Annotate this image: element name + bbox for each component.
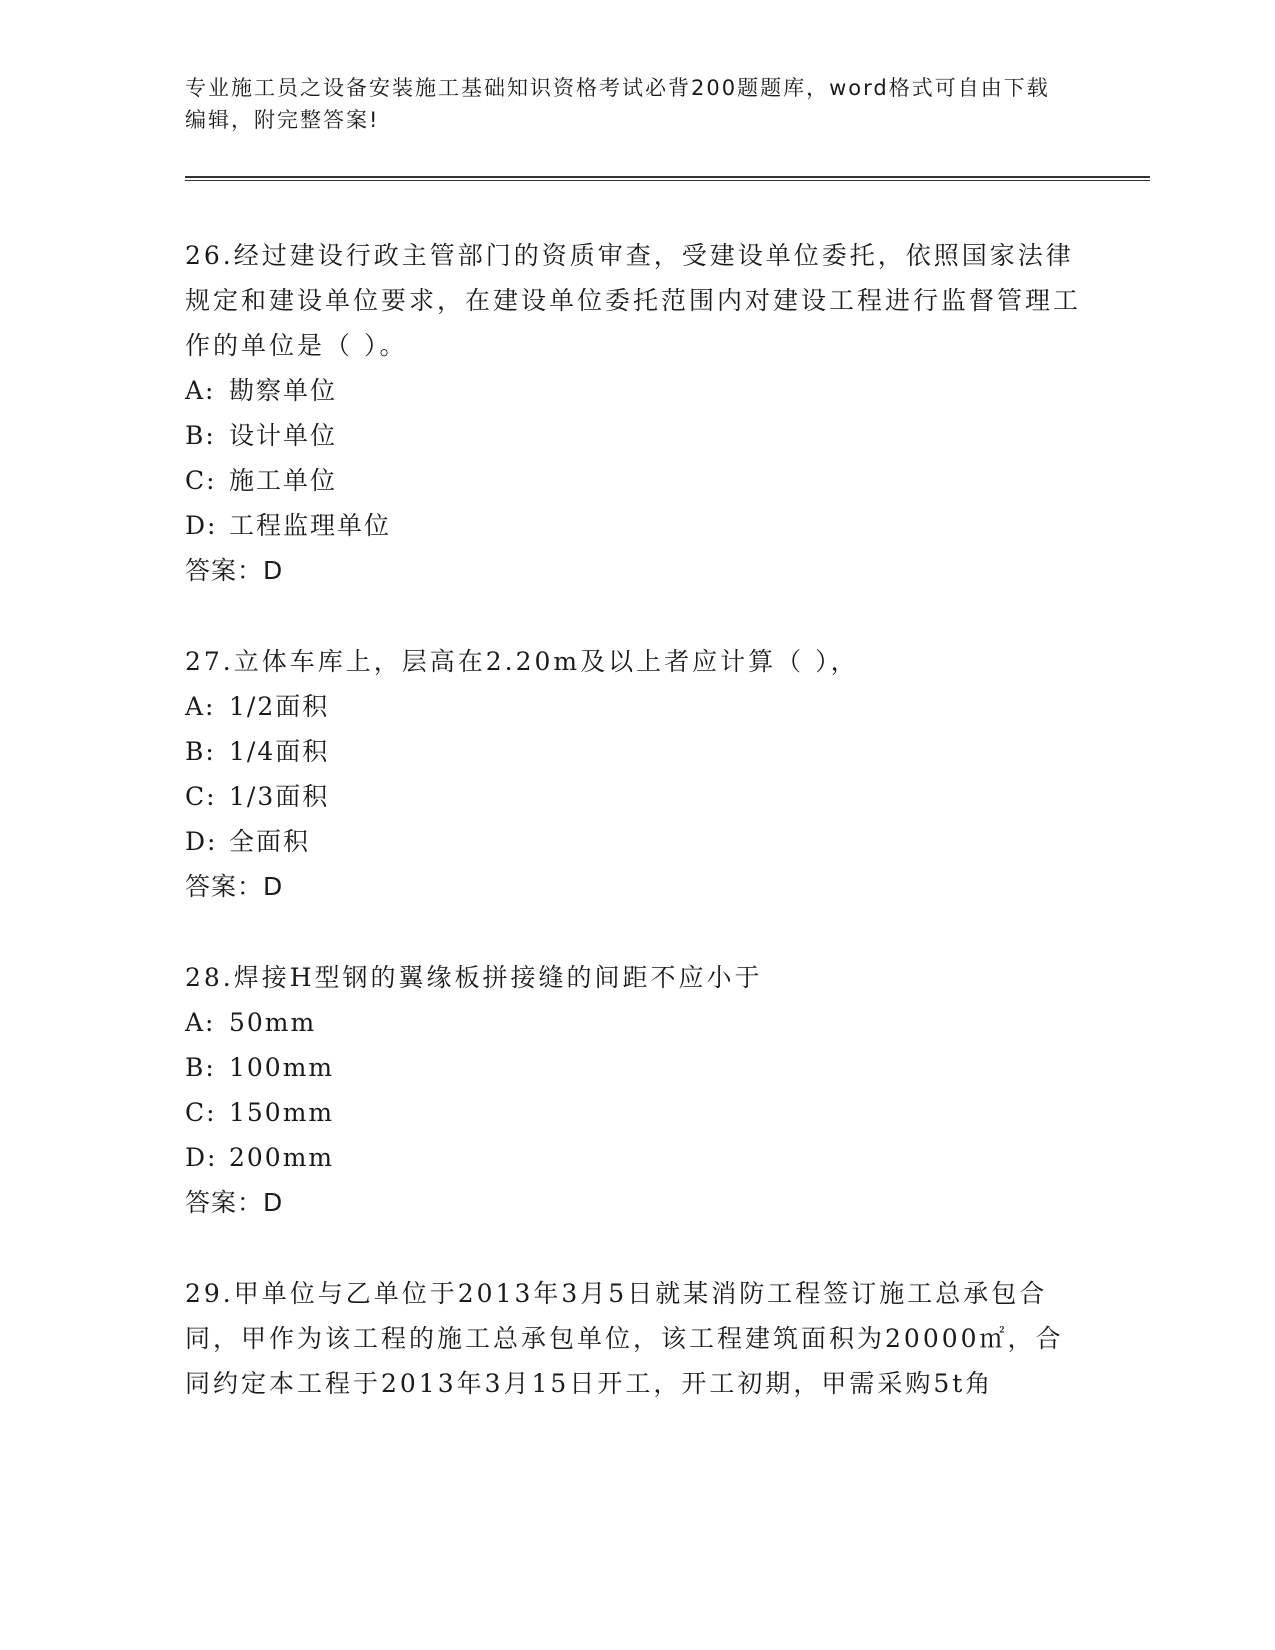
option-letter: B: bbox=[185, 421, 216, 450]
option-a bbox=[185, 368, 1085, 413]
question-text: 26.经过建设行政主管部门的资质审查，受建设单位委托，依照国家法律规定和建设单位要求，在建设单位委托范围内对建设工程进行监督管理工作的单位是（ ）。 bbox=[185, 241, 1082, 360]
question-text: 29.甲单位与乙单位于2013年3月5日就某消防工程签订施工总承包合同，甲作为该工程的施工总承包单位，该工程建筑面积为20000㎡，合同约定本工程于2013年3月15日开工，开工初期，甲需采购5t角 bbox=[185, 1279, 1064, 1398]
option-text: 100mm bbox=[229, 1053, 335, 1082]
option-a bbox=[185, 1000, 1085, 1045]
option-text: 设计单位 bbox=[229, 421, 338, 450]
option-b bbox=[185, 413, 1085, 458]
option-text: 全面积 bbox=[229, 827, 311, 856]
option-b bbox=[185, 729, 1085, 774]
option-text: 施工单位 bbox=[229, 466, 338, 495]
question-text: 27.立体车库上，层高在2.20m及以上者应计算（ ）， bbox=[185, 647, 859, 676]
option-letter: A: bbox=[185, 1008, 216, 1037]
option-letter: C: bbox=[185, 466, 217, 495]
question-item bbox=[185, 233, 1085, 593]
answer-line: 答案：D bbox=[185, 556, 284, 585]
option-text: 勘察单位 bbox=[229, 376, 338, 405]
option-text: 200mm bbox=[229, 1143, 335, 1172]
option-letter: D: bbox=[185, 511, 218, 540]
option-letter: C: bbox=[185, 1098, 217, 1127]
question-text: 28.焊接H型钢的翼缘板拼接缝的间距不应小于 bbox=[185, 963, 763, 992]
option-b bbox=[185, 1045, 1085, 1090]
question-list bbox=[185, 233, 1085, 1452]
answer-line: 答案：D bbox=[185, 1188, 284, 1217]
option-c bbox=[185, 1090, 1085, 1135]
option-letter: B: bbox=[185, 737, 216, 766]
option-letter: D: bbox=[185, 827, 218, 856]
header-divider bbox=[185, 176, 1150, 178]
question-item bbox=[185, 1271, 1085, 1406]
option-text: 1/2面积 bbox=[229, 692, 330, 721]
option-text: 工程监理单位 bbox=[229, 511, 392, 540]
document-header-title: 专业施工员之设备安装施工基础知识资格考试必背200题题库，word格式可自由下载编辑，附完整答案! bbox=[185, 76, 1050, 132]
question-item bbox=[185, 639, 1085, 909]
option-text: 150mm bbox=[229, 1098, 335, 1127]
option-d bbox=[185, 819, 1085, 864]
question-item bbox=[185, 955, 1085, 1225]
option-text: 1/4面积 bbox=[229, 737, 330, 766]
option-letter: A: bbox=[185, 376, 216, 405]
header-divider-thin bbox=[185, 180, 1150, 181]
option-text: 50mm bbox=[229, 1008, 317, 1037]
option-letter: D: bbox=[185, 1143, 218, 1172]
option-letter: B: bbox=[185, 1053, 216, 1082]
option-a bbox=[185, 684, 1085, 729]
option-letter: C: bbox=[185, 782, 217, 811]
option-c bbox=[185, 774, 1085, 819]
option-d bbox=[185, 503, 1085, 548]
answer-line: 答案：D bbox=[185, 872, 284, 901]
option-letter: A: bbox=[185, 692, 216, 721]
option-text: 1/3面积 bbox=[229, 782, 330, 811]
option-d bbox=[185, 1135, 1085, 1180]
option-c bbox=[185, 458, 1085, 503]
